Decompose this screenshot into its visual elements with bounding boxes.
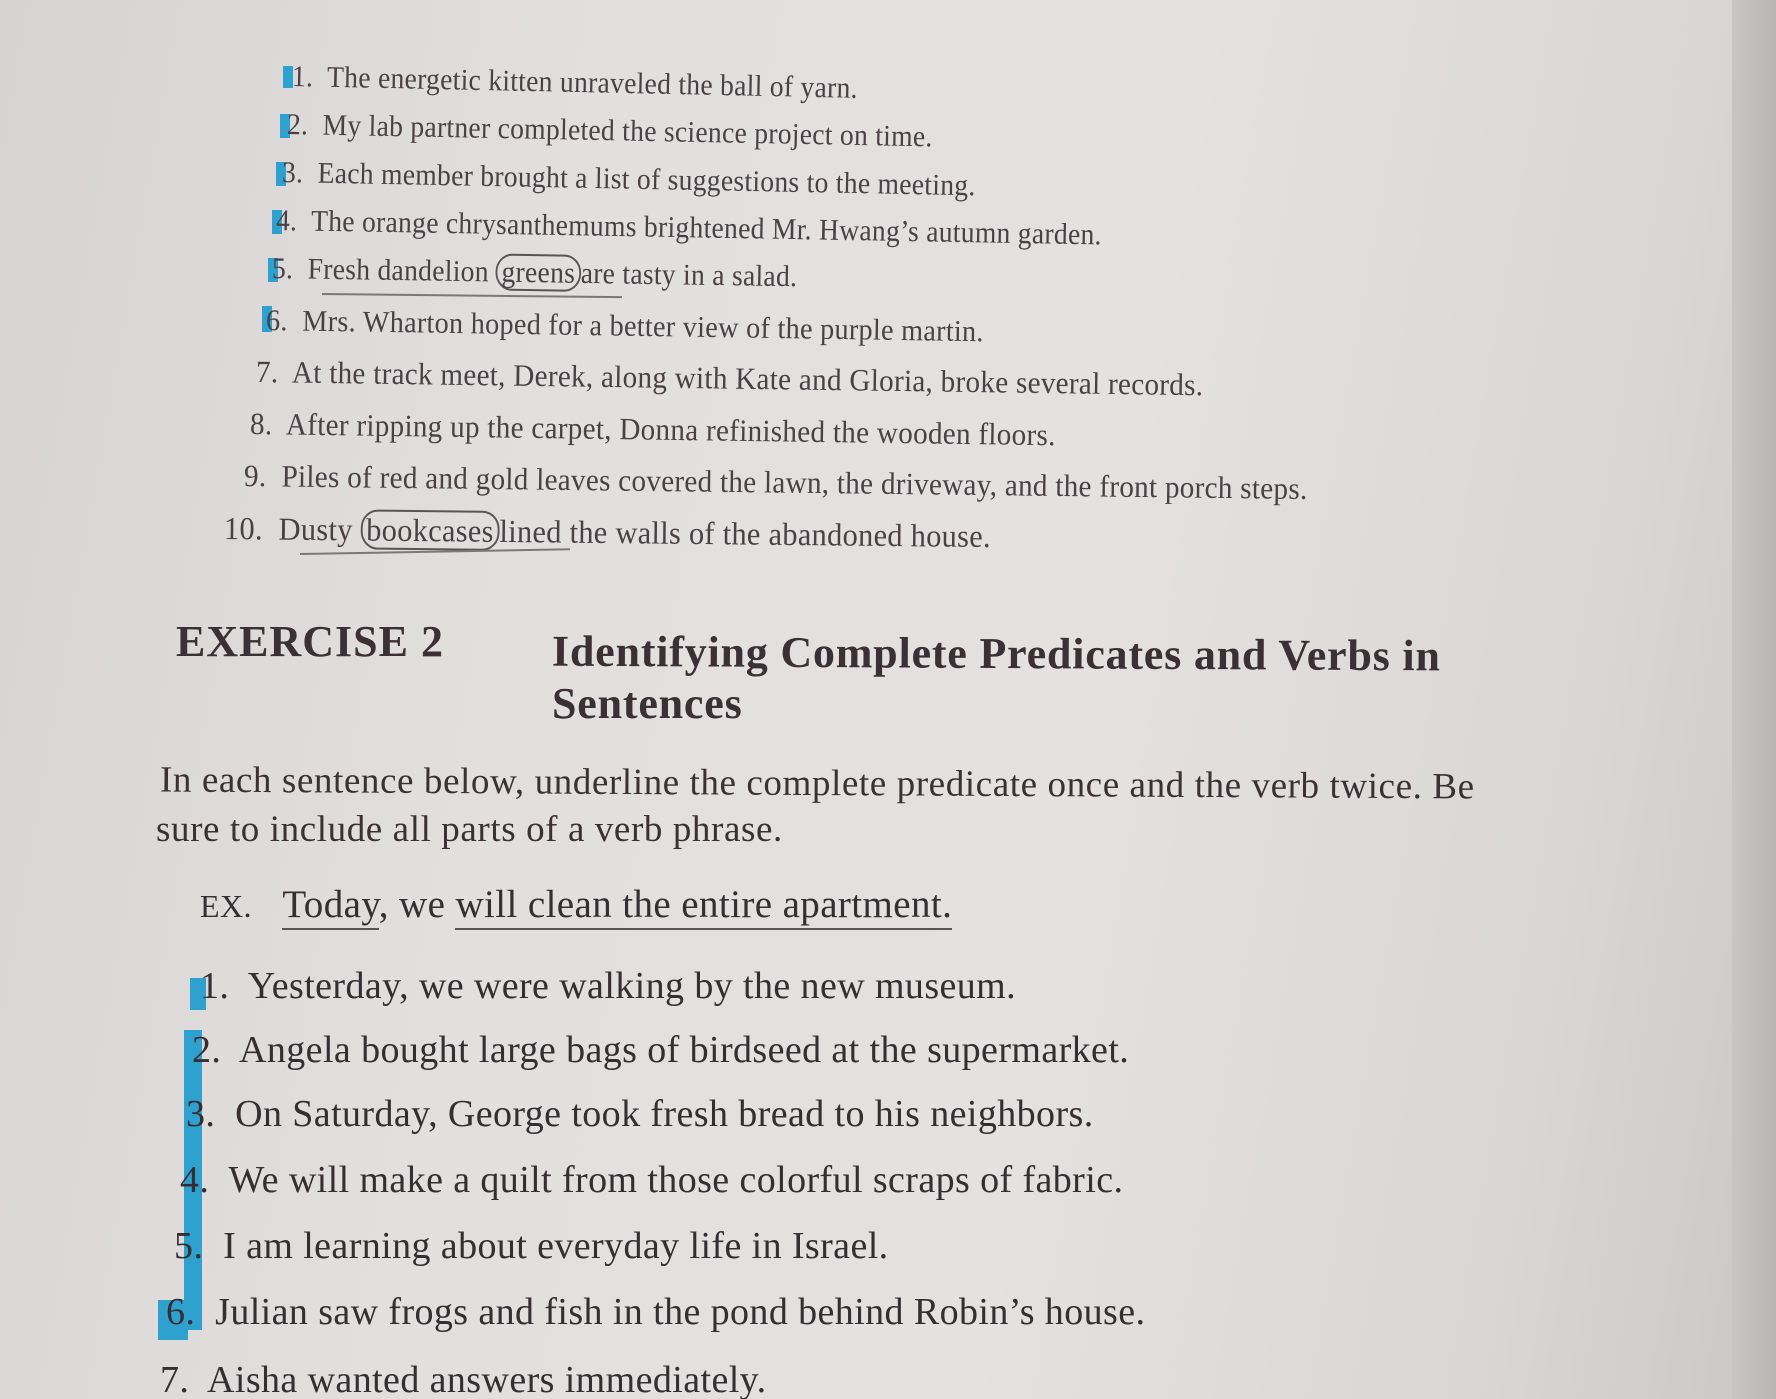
item-number: 5.: [271, 252, 294, 286]
item-text: On Saturday, George took fresh bread to his neighbors.: [235, 1093, 1094, 1135]
item-text-after: lined the walls of the abandoned house.: [499, 512, 992, 555]
item-number: 6.: [265, 304, 288, 338]
ex1-item: [250, 406, 1056, 453]
item-number: 10.: [223, 510, 264, 547]
ex2-item: [200, 964, 1016, 1008]
item-text: We will make a quilt from those colorful scraps of fabric.: [228, 1159, 1124, 1201]
item-number: 6.: [166, 1291, 196, 1333]
pencil-underline: [322, 293, 622, 298]
ex1-item: [287, 108, 933, 154]
item-text-before: Fresh dandelion: [307, 252, 497, 289]
item-text: I am learning about everyday life in Israel.: [223, 1225, 889, 1267]
ex2-item: [180, 1158, 1123, 1202]
item-text: The energetic kitten unraveled the ball of yarn.: [326, 60, 859, 105]
ex1-item: [224, 510, 991, 555]
item-number: 9.: [243, 458, 267, 494]
item-text: Julian saw frogs and fish in the pond behind Robin’s house.: [215, 1291, 1146, 1333]
page-edge: [1732, 0, 1776, 1399]
item-number: 4.: [275, 204, 298, 238]
item-number: 7.: [255, 354, 279, 390]
item-text-before: Dusty: [278, 510, 361, 548]
exercise-title-line2: Sentences: [552, 679, 743, 728]
ex2-item: [160, 1358, 767, 1399]
item-text: The orange chrysanthemums brightened Mr. Hwang’s autumn garden.: [310, 204, 1103, 252]
item-text: At the track meet, Derek, along with Kate and Gloria, broke several records.: [291, 354, 1204, 403]
ex1-item: [282, 156, 976, 203]
instructions-line1: In each sentence below, underline the complete predicate once and the verb twice. Be: [159, 759, 1475, 808]
item-number: 4.: [180, 1159, 210, 1201]
item-text-after: are tasty in a salad.: [580, 256, 798, 294]
ex1-item: [292, 60, 859, 106]
item-text: Each member brought a list of suggestions to the meeting.: [317, 156, 976, 203]
example-sentence: [200, 882, 952, 927]
ex1-item: [272, 252, 798, 294]
example-part2: , we: [378, 883, 456, 926]
item-number: 5.: [174, 1225, 204, 1267]
item-text: Mrs. Wharton hoped for a better view of the purple martin.: [302, 304, 985, 349]
ex1-item: [256, 354, 1204, 403]
item-number: 1.: [291, 60, 314, 94]
example-part3: will clean the entire apartment.: [455, 883, 952, 930]
ex1-item: [266, 304, 984, 349]
item-text: Yesterday, we were walking by the new museum.: [247, 965, 1017, 1007]
circled-word: bookcases: [360, 509, 499, 550]
example-part1: Today: [282, 883, 378, 930]
ex2-item: [174, 1224, 889, 1268]
item-text: My lab partner completed the science project on time.: [322, 108, 933, 154]
item-number: 2.: [286, 108, 309, 142]
example-label: EX.: [200, 888, 252, 924]
item-number: 1.: [200, 965, 230, 1007]
ex2-item: [166, 1290, 1145, 1334]
item-text: After ripping up the carpet, Donna refinished the wooden floors.: [285, 406, 1056, 453]
item-number: 3.: [281, 156, 304, 190]
item-text: Piles of red and gold leaves covered the lawn, the driveway, and the front porch steps.: [281, 458, 1308, 506]
ex1-item: [276, 204, 1102, 252]
item-text: Aisha wanted answers immediately.: [207, 1359, 767, 1399]
instructions-line2: sure to include all parts of a verb phrase.: [156, 809, 783, 850]
item-number: 7.: [160, 1359, 190, 1399]
item-number: 3.: [186, 1093, 216, 1135]
ex2-item: [192, 1028, 1129, 1072]
ex2-item: [186, 1092, 1094, 1136]
exercise-label: EXERCISE 2: [176, 617, 444, 666]
item-number: 8.: [249, 406, 273, 442]
circled-word: greens: [496, 254, 581, 292]
item-number: 2.: [192, 1029, 222, 1071]
exercise-title-line1: Identifying Complete Predicates and Verbs in: [551, 626, 1441, 681]
ex1-item: [244, 458, 1308, 507]
item-text: Angela bought large bags of birdseed at the supermarket.: [239, 1029, 1130, 1071]
